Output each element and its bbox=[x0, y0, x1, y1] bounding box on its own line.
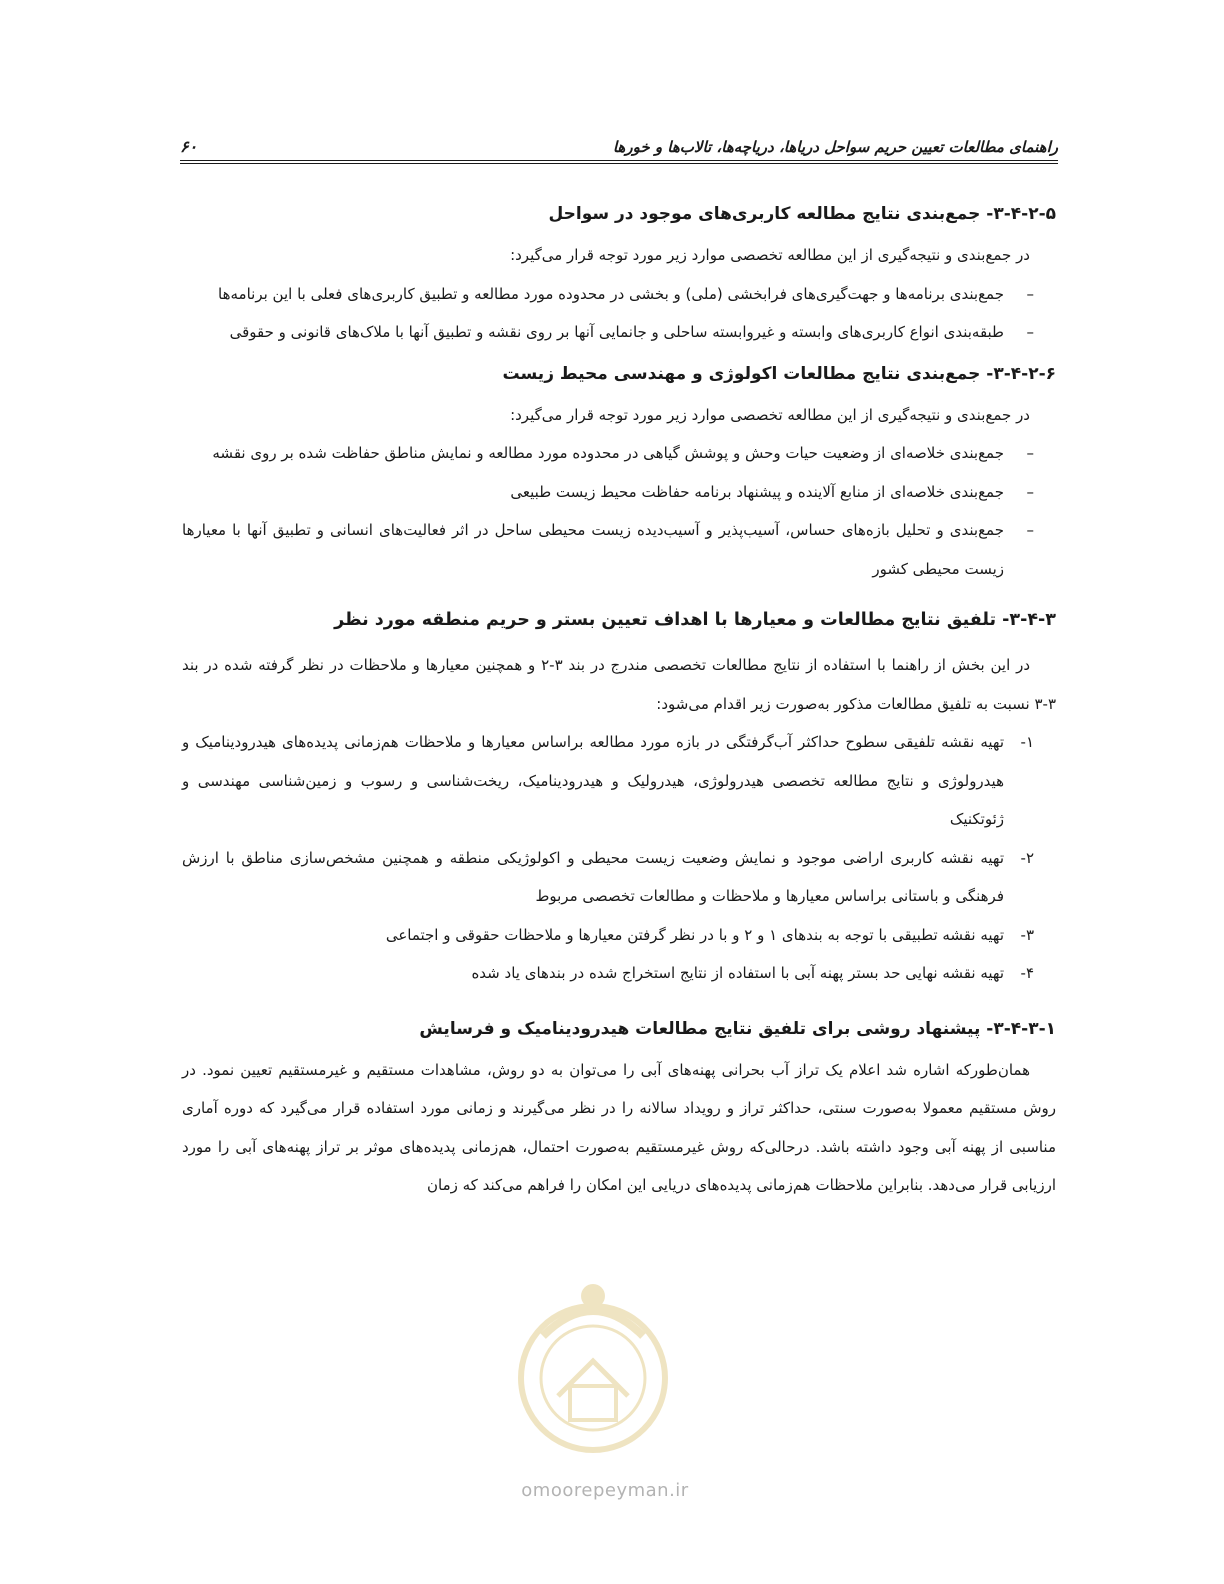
section-3-4-3-1 bbox=[182, 1007, 1056, 1205]
dash-marker: – bbox=[1026, 482, 1034, 501]
dash-marker: – bbox=[1026, 521, 1034, 539]
list-item bbox=[182, 511, 1056, 588]
section-3-4-2-5 bbox=[182, 192, 1056, 352]
list-item-text: جمع‌بندی برنامه‌ها و جهت‌گیری‌های فرابخشی (ملی) و بخشی در محدوده مورد مطالعه و تطبیق کاربری‌های فعلی با این برنامه‌ها bbox=[218, 284, 1004, 303]
numbered-list bbox=[182, 723, 1056, 993]
numbered-item bbox=[182, 839, 1056, 916]
numbered-item-text: تهیه نقشه تطبیقی با توجه به بندهای ۱ و ۲ و با در نظر گرفتن معیارها و ملاحظات حقوقی و اجتماعی bbox=[385, 925, 1004, 944]
running-header bbox=[180, 116, 1058, 164]
section-3-4-2-6 bbox=[182, 352, 1056, 589]
item-number: ۳- bbox=[1020, 925, 1034, 944]
section-3-4-3 bbox=[182, 598, 1056, 993]
watermark-url: omoorepeyman.ir bbox=[521, 1480, 689, 1501]
section-heading: ۳-۴-۳-۱- پیشنهاد روشی برای تلفیق نتایج مطالعات هیدرودینامیک و فرسایش bbox=[419, 1018, 1056, 1039]
section-body: همان‌طورکه اشاره شد اعلام یک تراز آب بحرانی پهنه‌های آبی را می‌توان به دو روش، مشاهدات مستقیم و غیرمستقیم تعیین نمود. در روش مستقیم معمولا به‌صورت سنتی، حداکثر تراز و رویداد سالانه را در نظر می‌گیرند و زمانی مورد استفاده قرار می‌گیرد که دوره آماری مناسبی از پهنه آبی وجود داشته باشد. درحالی‌که روش غیرمستقیم به‌صورت احتمال، هم‌زمانی پدیده‌های موثر بر تراز پهنه‌های آبی را مورد ارزیابی قرار می‌دهد. بنابراین ملاحظات هم‌زمانی پدیده‌های دریایی این امکان را فراهم می‌کند که زمان bbox=[182, 1060, 1056, 1194]
section-intro: در این بخش از راهنما با استفاده از نتایج مطالعات تخصصی مندرج در بند ۳-۲ و همچنین معیارها و ملاحظات در نظر گرفته شده در بند ۳-۳ نسبت به تلفیق مطالعات مذکور به‌صورت زیر اقدام می‌شود: bbox=[182, 656, 1056, 713]
list-item-text: جمع‌بندی و تحلیل بازه‌های حساس، آسیب‌پذیر و آسیب‌دیده زیست محیطی ساحل در اثر فعالیت‌های انسانی و تطبیق آنها با معیارها زیست محیطی کشور bbox=[182, 521, 1004, 578]
list-item bbox=[182, 275, 1056, 314]
list-item bbox=[182, 473, 1056, 512]
numbered-item-text: تهیه نقشه کاربری اراضی موجود و نمایش وضعیت زیست محیطی و اکولوژیکی منطقه و همچنین مشخص‌سازی مناطق با ارزش فرهنگی و باستانی براساس معیارها و ملاحظات و مطالعات تخصصی مربوط bbox=[182, 848, 1004, 905]
dash-marker: – bbox=[1026, 444, 1034, 462]
list-item bbox=[182, 434, 1056, 473]
dash-list bbox=[182, 434, 1056, 588]
item-number: ۴- bbox=[1020, 964, 1034, 982]
numbered-item-text: تهیه نقشه نهایی حد بستر پهنه آبی با استفاده از نتایج استخراج شده در بندهای یاد شده bbox=[471, 964, 1004, 982]
numbered-item bbox=[182, 954, 1056, 993]
list-item-text: جمع‌بندی خلاصه‌ای از وضعیت حیات وحش و پوشش گیاهی در محدوده مورد مطالعه و نمایش مناطق حفاظت شده بر روی نقشه bbox=[212, 444, 1004, 462]
dash-list bbox=[182, 275, 1056, 352]
section-intro: در جمع‌بندی و نتیجه‌گیری از این مطالعه تخصصی موارد زیر مورد توجه قرار می‌گیرد: bbox=[510, 246, 1030, 264]
dash-marker: – bbox=[1026, 284, 1034, 303]
numbered-item bbox=[182, 916, 1056, 955]
section-heading: ۳-۴-۳- تلفیق نتایج مطالعات و معیارها با اهداف تعیین بستر و حریم منطقه مورد نظر bbox=[334, 610, 1056, 630]
section-heading: ۳-۴-۲-۵- جمع‌بندی نتایج مطالعه کاربری‌های موجود در سواحل bbox=[548, 204, 1056, 224]
item-number: ۱- bbox=[1020, 733, 1034, 751]
list-item bbox=[182, 313, 1056, 352]
list-item-text: طبقه‌بندی انواع کاربری‌های وابسته و غیروابسته ساحلی و جانمایی آنها بر روی نقشه و تطبیق آنها با ملاک‌های قانونی و حقوقی bbox=[229, 323, 1004, 341]
section-intro: در جمع‌بندی و نتیجه‌گیری از این مطالعه تخصصی موارد زیر مورد توجه قرار می‌گیرد: bbox=[510, 405, 1030, 424]
watermark-logo-icon bbox=[488, 1266, 698, 1466]
numbered-item bbox=[182, 723, 1056, 839]
section-heading: ۳-۴-۲-۶- جمع‌بندی نتایج مطالعات اکولوژی و مهندسی محیط زیست bbox=[502, 363, 1056, 384]
page-content bbox=[182, 192, 1056, 1205]
item-number: ۲- bbox=[1020, 848, 1034, 867]
list-item-text: جمع‌بندی خلاصه‌ای از منابع آلاینده و پیشنهاد برنامه حفاظت محیط زیست طبیعی bbox=[510, 482, 1004, 501]
watermark-seal bbox=[521, 1284, 665, 1450]
numbered-item-text: تهیه نقشه تلفیقی سطوح حداکثر آب‌گرفتگی در بازه مورد مطالعه براساس معیارها و ملاحظات هم‌زمانی پدیده‌های هیدرودینامیک و هیدرولوژی و نتایج مطالعه تخصصی هیدرولوژی، هیدرولیک و هیدرودینامیک، ریخت‌شناسی و رسوب و زمین‌شناسی مهندسی و ژئوتکنیک bbox=[182, 733, 1004, 828]
dash-marker: – bbox=[1026, 323, 1034, 341]
page-number: ۶۰ bbox=[180, 137, 198, 156]
running-title: راهنمای مطالعات تعیین حریم سواحل دریاها، دریاچه‌ها، تالاب‌ها و خورها bbox=[612, 138, 1058, 156]
